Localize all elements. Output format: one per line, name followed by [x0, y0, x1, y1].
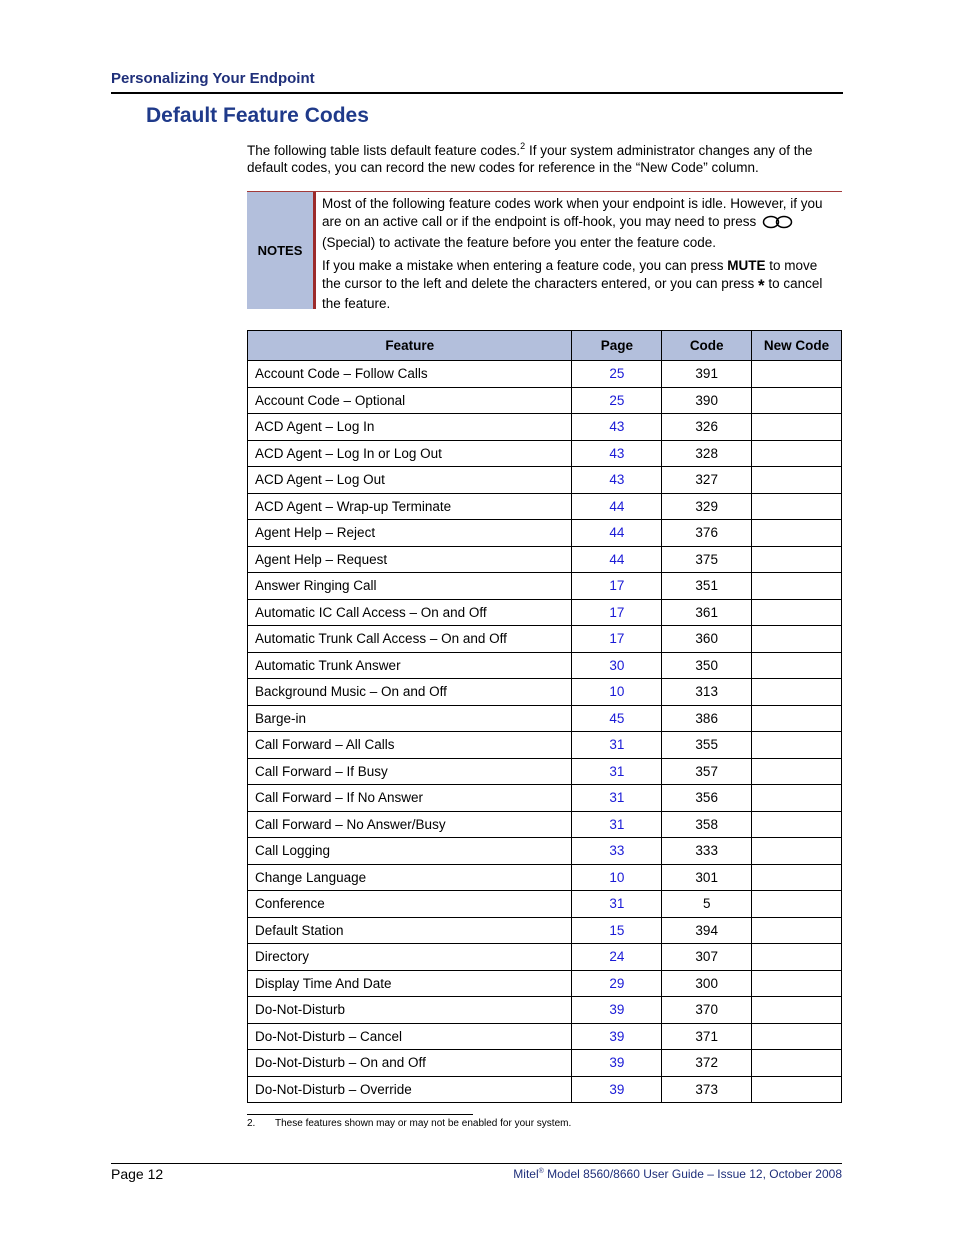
code-cell: 5	[662, 891, 752, 918]
feature-cell: Account Code – Follow Calls	[248, 361, 572, 388]
code-cell: 327	[662, 467, 752, 494]
feature-cell: Call Forward – If Busy	[248, 758, 572, 785]
new-code-cell[interactable]	[752, 1050, 842, 1077]
column-header-code: Code	[662, 331, 752, 361]
new-code-cell[interactable]	[752, 414, 842, 441]
code-cell: 361	[662, 599, 752, 626]
code-cell: 356	[662, 785, 752, 812]
table-row	[248, 917, 842, 944]
table-row	[248, 1050, 842, 1077]
new-code-cell[interactable]	[752, 758, 842, 785]
page-title: Default Feature Codes	[146, 104, 369, 127]
page-link[interactable]: 17	[572, 626, 662, 653]
notes-p2-text-after: to cancel the feature.	[322, 276, 823, 311]
star-key-icon: *	[758, 276, 765, 295]
page-link[interactable]: 31	[572, 785, 662, 812]
notes-p2-text-mid: to move the cursor to the left and delete the characters entered, or you can press	[322, 258, 818, 291]
new-code-cell[interactable]	[752, 440, 842, 467]
table-header-row	[248, 331, 842, 361]
new-code-cell[interactable]	[752, 573, 842, 600]
code-cell: 329	[662, 493, 752, 520]
new-code-cell[interactable]	[752, 811, 842, 838]
page-link[interactable]: 44	[572, 546, 662, 573]
feature-cell: Call Forward – No Answer/Busy	[248, 811, 572, 838]
code-cell: 300	[662, 970, 752, 997]
new-code-cell[interactable]	[752, 361, 842, 388]
new-code-cell[interactable]	[752, 705, 842, 732]
code-cell: 375	[662, 546, 752, 573]
mute-key-label: MUTE	[727, 258, 766, 273]
feature-cell: ACD Agent – Log Out	[248, 467, 572, 494]
code-cell: 372	[662, 1050, 752, 1077]
feature-cell: ACD Agent – Log In	[248, 414, 572, 441]
notes-box	[247, 191, 842, 310]
table-row	[248, 387, 842, 414]
footnote-text: These features shown may or may not be enabled for your system.	[275, 1118, 572, 1129]
page-link[interactable]: 39	[572, 1076, 662, 1103]
notes-content	[322, 195, 837, 313]
page-link[interactable]: 39	[572, 1050, 662, 1077]
new-code-cell[interactable]	[752, 520, 842, 547]
notes-paragraph-1	[322, 195, 837, 252]
feature-cell: Do-Not-Disturb	[248, 997, 572, 1024]
table-row	[248, 1023, 842, 1050]
new-code-cell[interactable]	[752, 944, 842, 971]
notes-accent-bar	[313, 192, 316, 309]
code-cell: 357	[662, 758, 752, 785]
page-link[interactable]: 44	[572, 520, 662, 547]
table-row	[248, 758, 842, 785]
code-cell: 390	[662, 387, 752, 414]
page-link[interactable]: 24	[572, 944, 662, 971]
code-cell: 328	[662, 440, 752, 467]
page-link[interactable]: 17	[572, 573, 662, 600]
code-cell: 326	[662, 414, 752, 441]
code-cell: 360	[662, 626, 752, 653]
feature-cell: ACD Agent – Log In or Log Out	[248, 440, 572, 467]
page-link[interactable]: 31	[572, 811, 662, 838]
code-cell: 370	[662, 997, 752, 1024]
code-cell: 391	[662, 361, 752, 388]
page-link[interactable]: 25	[572, 361, 662, 388]
table-row	[248, 970, 842, 997]
new-code-cell[interactable]	[752, 970, 842, 997]
table-row	[248, 414, 842, 441]
footnote	[247, 1118, 571, 1129]
intro-text-after: If your system administrator changes any of the default codes, you can record the new codes for reference in the “New Code” column.	[247, 143, 813, 175]
page-link[interactable]: 43	[572, 414, 662, 441]
code-cell: 394	[662, 917, 752, 944]
document-info	[513, 1167, 842, 1181]
feature-cell: Agent Help – Request	[248, 546, 572, 573]
column-header-new-code: New Code	[752, 331, 842, 361]
new-code-cell[interactable]	[752, 864, 842, 891]
new-code-cell[interactable]	[752, 891, 842, 918]
new-code-cell[interactable]	[752, 626, 842, 653]
page-link[interactable]: 31	[572, 732, 662, 759]
feature-codes-table	[247, 330, 842, 1103]
page-link[interactable]: 29	[572, 970, 662, 997]
page-link[interactable]: 31	[572, 758, 662, 785]
code-cell: 358	[662, 811, 752, 838]
feature-cell: Barge-in	[248, 705, 572, 732]
notes-p1-text-after: (Special) to activate the feature before you enter the feature code.	[322, 235, 716, 250]
page-link[interactable]: 45	[572, 705, 662, 732]
new-code-cell[interactable]	[752, 1023, 842, 1050]
table-row	[248, 891, 842, 918]
footnote-reference[interactable]: 2	[520, 141, 526, 151]
feature-cell: Change Language	[248, 864, 572, 891]
code-cell: 355	[662, 732, 752, 759]
table-row	[248, 679, 842, 706]
page-link[interactable]: 17	[572, 599, 662, 626]
feature-cell: Conference	[248, 891, 572, 918]
code-cell: 376	[662, 520, 752, 547]
new-code-cell[interactable]	[752, 785, 842, 812]
registered-mark: ®	[538, 1168, 544, 1175]
page-link[interactable]: 39	[572, 1023, 662, 1050]
new-code-cell[interactable]	[752, 997, 842, 1024]
code-cell: 386	[662, 705, 752, 732]
notes-label: NOTES	[247, 192, 313, 309]
code-cell: 313	[662, 679, 752, 706]
page-number: Page 12	[111, 1166, 164, 1182]
new-code-cell[interactable]	[752, 546, 842, 573]
feature-cell: Call Logging	[248, 838, 572, 865]
special-key-icon	[762, 215, 794, 234]
new-code-cell[interactable]	[752, 467, 842, 494]
code-cell: 301	[662, 864, 752, 891]
table-row	[248, 493, 842, 520]
feature-cell: Directory	[248, 944, 572, 971]
feature-cell: Automatic Trunk Call Access – On and Off	[248, 626, 572, 653]
table-row	[248, 573, 842, 600]
feature-cell: Background Music – On and Off	[248, 679, 572, 706]
code-cell: 373	[662, 1076, 752, 1103]
new-code-cell[interactable]	[752, 917, 842, 944]
table-row	[248, 520, 842, 547]
new-code-cell[interactable]	[752, 652, 842, 679]
table-row	[248, 1076, 842, 1103]
code-cell: 351	[662, 573, 752, 600]
page-link[interactable]: 10	[572, 864, 662, 891]
document-title: Model 8560/8660 User Guide – Issue 12, October 2008	[543, 1167, 842, 1181]
new-code-cell[interactable]	[752, 838, 842, 865]
table-row	[248, 944, 842, 971]
new-code-cell[interactable]	[752, 599, 842, 626]
table-row	[248, 864, 842, 891]
page-link[interactable]: 43	[572, 440, 662, 467]
feature-cell: Automatic IC Call Access – On and Off	[248, 599, 572, 626]
table-body	[248, 361, 842, 1103]
table-row	[248, 652, 842, 679]
intro-paragraph	[247, 142, 843, 176]
page-link[interactable]: 15	[572, 917, 662, 944]
page-link[interactable]: 44	[572, 493, 662, 520]
page-link[interactable]: 30	[572, 652, 662, 679]
notes-p1-text: Most of the following feature codes work when your endpoint is idle. However, if you are on an active call or if the endpoint is off-hook, you may need to press	[322, 196, 823, 229]
table-row	[248, 838, 842, 865]
header-divider	[111, 92, 843, 94]
new-code-cell[interactable]	[752, 679, 842, 706]
table-row	[248, 626, 842, 653]
page-link[interactable]: 39	[572, 997, 662, 1024]
table-row	[248, 467, 842, 494]
brand-name: Mitel	[513, 1167, 539, 1181]
new-code-cell[interactable]	[752, 387, 842, 414]
feature-cell: Call Forward – If No Answer	[248, 785, 572, 812]
page-link[interactable]: 10	[572, 679, 662, 706]
feature-cell: Automatic Trunk Answer	[248, 652, 572, 679]
table-row	[248, 361, 842, 388]
feature-cell: Call Forward – All Calls	[248, 732, 572, 759]
section-title: Personalizing Your Endpoint	[111, 70, 315, 87]
page-link[interactable]: 43	[572, 467, 662, 494]
feature-cell: Answer Ringing Call	[248, 573, 572, 600]
column-header-page: Page	[572, 331, 662, 361]
intro-text-before: The following table lists default feature codes.	[247, 143, 521, 158]
new-code-cell[interactable]	[752, 732, 842, 759]
table-row	[248, 546, 842, 573]
footnote-number: 2.	[247, 1118, 256, 1129]
table-row	[248, 440, 842, 467]
feature-cell: Do-Not-Disturb – On and Off	[248, 1050, 572, 1077]
table-row	[248, 997, 842, 1024]
feature-cell: ACD Agent – Wrap-up Terminate	[248, 493, 572, 520]
column-header-feature: Feature	[248, 331, 572, 361]
feature-cell: Account Code – Optional	[248, 387, 572, 414]
feature-cell: Do-Not-Disturb – Override	[248, 1076, 572, 1103]
code-cell: 333	[662, 838, 752, 865]
code-cell: 307	[662, 944, 752, 971]
footnote-divider	[247, 1114, 473, 1115]
table-row	[248, 599, 842, 626]
table-row	[248, 811, 842, 838]
table-row	[248, 705, 842, 732]
code-cell: 371	[662, 1023, 752, 1050]
notes-p2-text: If you make a mistake when entering a feature code, you can press	[322, 258, 728, 273]
table-row	[248, 785, 842, 812]
feature-cell: Agent Help – Reject	[248, 520, 572, 547]
feature-cell: Default Station	[248, 917, 572, 944]
page-link[interactable]: 31	[572, 891, 662, 918]
new-code-cell[interactable]	[752, 1076, 842, 1103]
page-link[interactable]: 25	[572, 387, 662, 414]
page-link[interactable]: 33	[572, 838, 662, 865]
new-code-cell[interactable]	[752, 493, 842, 520]
table-row	[248, 732, 842, 759]
feature-cell: Do-Not-Disturb – Cancel	[248, 1023, 572, 1050]
notes-paragraph-2	[322, 257, 837, 313]
code-cell: 350	[662, 652, 752, 679]
feature-cell: Display Time And Date	[248, 970, 572, 997]
footer-divider	[111, 1163, 842, 1164]
